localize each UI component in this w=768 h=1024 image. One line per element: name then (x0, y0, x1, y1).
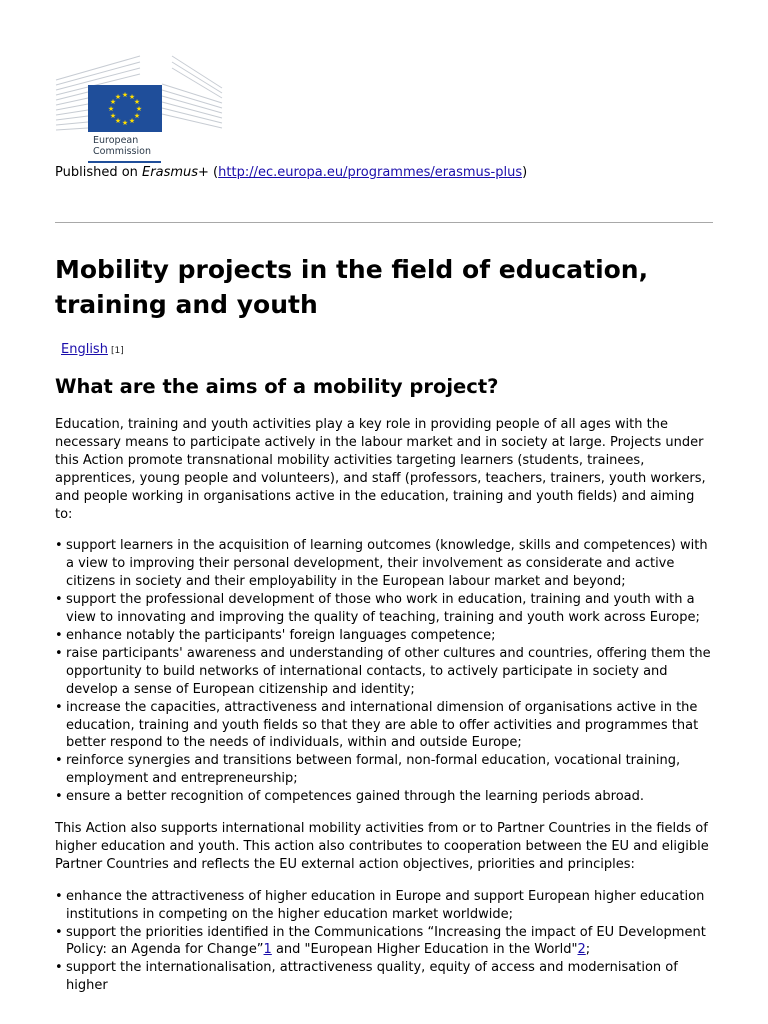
svg-text:★: ★ (109, 112, 117, 120)
partner-list (55, 888, 715, 995)
partner-item2-text-b: and "European Higher Education in the World" (271, 942, 578, 958)
header-divider (55, 222, 713, 223)
list-item: • support the internationalisation, attractiveness quality, equity of access and modernisation of higher (55, 959, 715, 995)
list-item: • enhance the attractiveness of higher education in Europe and support European higher education institutions in competing on the higher education market worldwide; (55, 888, 715, 924)
svg-text:★: ★ (128, 117, 136, 125)
logo-caption (93, 135, 151, 157)
site-name: Erasmus+ (142, 165, 209, 180)
list-item: • reinforce synergies and transitions between formal, non-formal education, vocational training, employment and entrepreneurship; (55, 752, 715, 788)
list-item: • support the professional development of those who work in education, training and youth with a view to innovating and improving the quality of teaching, training and youth work across Europe; (55, 591, 715, 627)
list-item (55, 924, 715, 960)
svg-text:★: ★ (114, 93, 122, 101)
svg-text:★: ★ (133, 112, 141, 120)
paren-close: ) (522, 165, 528, 180)
language-selector (61, 341, 124, 360)
svg-text:★: ★ (109, 98, 117, 106)
list-item: • support learners in the acquisition of learning outcomes (knowledge, skills and competences) with a view to improving their personal development, their involvement as considerate and active citizens in society and their employability in the European labour market and beyond; (55, 537, 715, 591)
published-prefix: Published on (55, 165, 143, 180)
svg-text:★: ★ (135, 105, 143, 113)
logo-underline (88, 161, 161, 163)
svg-text:★: ★ (121, 91, 129, 99)
svg-text:★: ★ (133, 98, 141, 106)
list-item: • enhance notably the participants' foreign languages competence; (55, 627, 715, 645)
partner-paragraph: This Action also supports international mobility activities from or to Partner Countries in the fields of higher education and youth. This action also contributes to cooperation between the EU and eligible Partner Countries and reflects the EU external action objectives, priorities and principles: (55, 821, 709, 872)
svg-text:★: ★ (121, 119, 129, 127)
site-url-link[interactable]: http://ec.europa.eu/programmes/erasmus-plus (218, 165, 523, 180)
aims-list (55, 537, 715, 806)
footnote-link-2[interactable]: 2 (577, 942, 586, 958)
article-body (55, 416, 715, 1009)
svg-text:★: ★ (114, 117, 122, 125)
partner-item2-text-c: ; (585, 942, 591, 958)
section-heading: What are the aims of a mobility project? (55, 375, 499, 398)
published-on-line (55, 164, 527, 182)
paren-open: ( (208, 165, 219, 180)
intro-paragraph: Education, training and youth activities play a key role in providing people of all ages with the necessary means to participate actively in the labour market and in society at large. Projects under this Action promote transnational mobility activities targeting learners (students, trainees, apprentices, young people and volunteers), and staff (professors, teachers, trainers, youth workers, and people working in organisations active in the education, training and youth fields) and aiming to: (55, 417, 706, 522)
language-reference: [1] (110, 346, 124, 356)
list-item: • raise participants' awareness and understanding of other cultures and countries, offering them the opportunity to build networks of international contacts, to actively participate in society and develop a sense of European citizenship and identity; (55, 645, 715, 699)
svg-text:★: ★ (128, 93, 136, 101)
partner-item2-text-a: support the priorities identified in the Communications “Increasing the impact of EU Development Policy: an Agenda for Change” (66, 924, 706, 958)
footnote-link-1[interactable]: 1 (263, 942, 272, 958)
language-link-english[interactable]: English (61, 342, 108, 357)
logo-caption-line1: European (93, 135, 139, 146)
page-title: Mobility projects in the field of education, training and youth (55, 255, 649, 319)
logo-caption-line2: Commission (93, 146, 151, 157)
list-item: • increase the capacities, attractiveness and international dimension of organisations active in the education, training and youth fields so that they are able to offer activities and programmes that better respond to the needs of individuals, within and outside Europe; (55, 699, 715, 753)
list-item: • ensure a better recognition of competences gained through the learning periods abroad. (55, 788, 715, 806)
svg-text:★: ★ (107, 105, 115, 113)
